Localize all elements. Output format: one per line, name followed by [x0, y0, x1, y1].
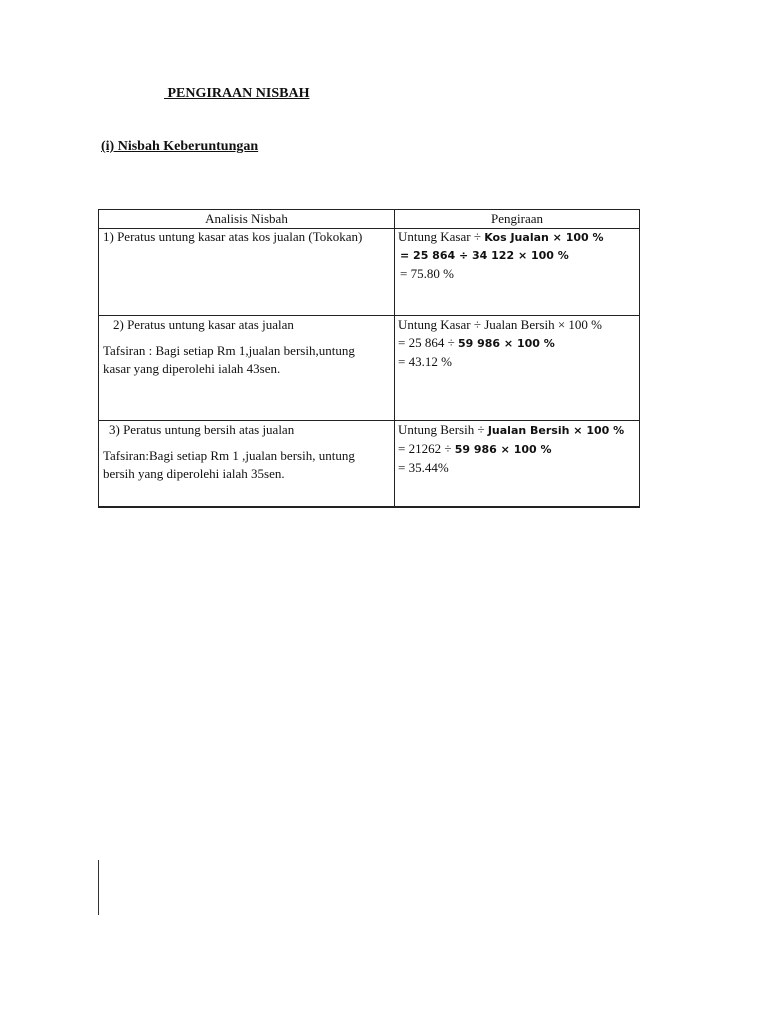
calc-substitution-text: = 21262 ÷	[398, 441, 455, 456]
calc-substitution-text: 59 986 × 100 %	[454, 443, 552, 456]
ratio-label: 1) Peratus untung kasar atas kos jualan (Tokokan)	[103, 229, 363, 244]
calc-formula-text: Kos Jualan × 100 %	[484, 231, 604, 244]
ratio-label: 2) Peratus untung kasar atas jualan	[113, 317, 294, 332]
calc-formula-text: Untung Bersih ÷	[398, 422, 488, 437]
ratio-table	[98, 209, 640, 508]
calculation-cell	[398, 421, 637, 477]
calc-substitution-text: 59 986 × 100 %	[457, 337, 555, 350]
calculation-cell	[398, 228, 637, 283]
interpretation-text: kasar yang diperolehi ialah 43sen.	[103, 361, 281, 376]
column-header-calculation: Pengiraan	[491, 211, 543, 226]
interpretation-text: Tafsiran:Bagi setiap Rm 1 ,jualan bersih, untung	[103, 448, 355, 463]
calc-result: = 35.44%	[398, 460, 449, 475]
calculation-cell	[398, 316, 637, 371]
table-row	[103, 421, 389, 483]
calc-substitution: = 25 864 ÷ 34 122 × 100 %	[400, 249, 569, 262]
calc-formula	[398, 421, 637, 440]
page-title: PENGIRAAN NISBAH	[164, 86, 310, 101]
section-title: (i) Nisbah Keberuntungan	[101, 139, 259, 154]
margin-line	[98, 860, 99, 915]
table-row	[103, 316, 389, 378]
calc-formula-text: Untung Kasar ÷	[398, 229, 485, 244]
calc-substitution	[398, 440, 637, 459]
calc-result: = 75.80 %	[400, 266, 454, 281]
calc-substitution	[398, 334, 637, 353]
calc-formula-text: Jualan Bersih × 100 %	[487, 424, 625, 437]
table-row	[103, 228, 389, 246]
calc-result: = 43.12 %	[398, 354, 452, 369]
interpretation-text: bersih yang diperolehi ialah 35sen.	[103, 466, 285, 481]
calc-formula: Untung Kasar ÷ Jualan Bersih × 100 %	[398, 317, 603, 332]
calc-substitution-text: = 25 864 ÷	[398, 335, 458, 350]
interpretation-text: Tafsiran : Bagi setiap Rm 1,jualan bersih,untung	[103, 343, 355, 358]
ratio-label: 3) Peratus untung bersih atas jualan	[109, 422, 295, 437]
column-header-analysis: Analisis Nisbah	[205, 211, 288, 226]
calc-formula	[398, 228, 637, 247]
column-divider	[394, 210, 395, 506]
